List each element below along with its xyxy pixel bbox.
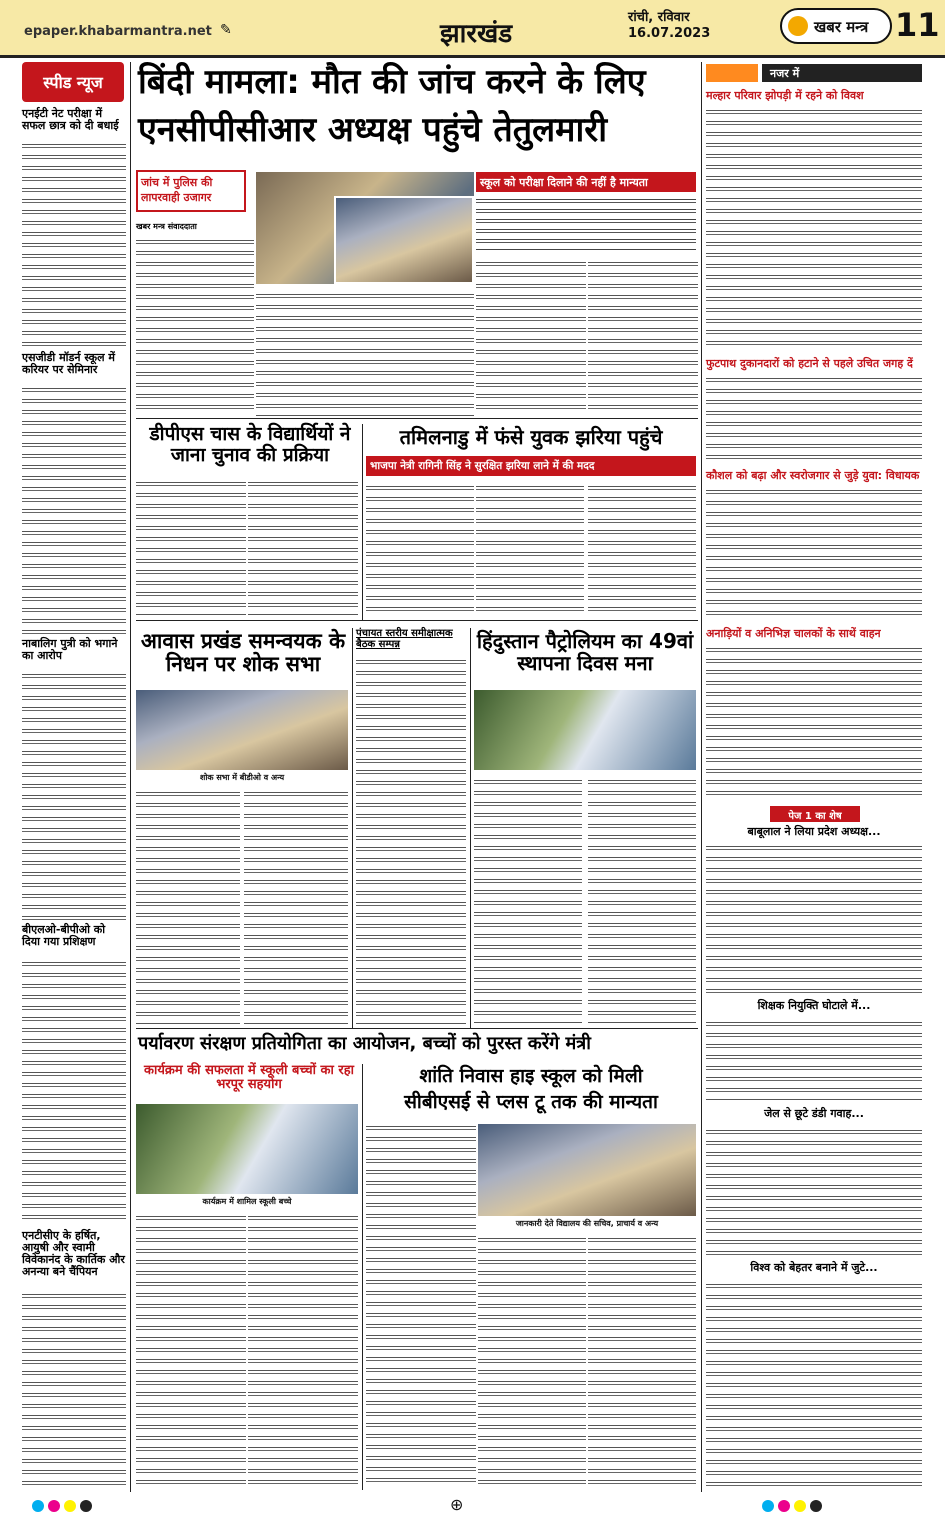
speed-item-3-body bbox=[22, 670, 126, 920]
awas-photo bbox=[136, 690, 348, 770]
lead-headline-1: बिंदी मामला: मौत की जांच करने के लिए bbox=[138, 62, 646, 102]
school-box bbox=[476, 196, 696, 252]
shanti-col-3 bbox=[588, 1234, 696, 1488]
env-col-1 bbox=[136, 1212, 246, 1488]
panch-headline: पंचायत स्तरीय समीक्षात्मक बैठक सम्पन्न bbox=[356, 628, 453, 650]
crosshair-icon: ⊕ bbox=[450, 1495, 464, 1514]
right-item-2-body bbox=[706, 374, 922, 466]
env-photo bbox=[136, 1104, 358, 1194]
lead-col-4 bbox=[476, 258, 586, 416]
speed-item-2-body bbox=[22, 384, 126, 636]
right-item-1-title: मल्हार परिवार झोपड़ी में रहने को विवश bbox=[706, 89, 864, 102]
env-caption: कार्यक्रम में शामिल स्कूली बच्चे bbox=[202, 1197, 292, 1206]
speed-item-5-body bbox=[22, 1290, 126, 1486]
epaper-url[interactable]: epaper.khabarmantra.net bbox=[24, 24, 212, 39]
tn-col-1 bbox=[366, 482, 474, 616]
lead-col-1 bbox=[136, 236, 254, 416]
remainder-2-body bbox=[706, 1018, 922, 1102]
speed-item-1-title: एनईटी नेट परीक्षा में सफल छात्र को दी बधाई bbox=[22, 107, 119, 133]
speed-news-badge: स्पीड न्यूज bbox=[22, 62, 124, 102]
dps-col-2 bbox=[248, 478, 358, 616]
section-title: झारखंड bbox=[440, 19, 513, 49]
lead-col-5 bbox=[588, 258, 698, 416]
page1-remainder-label: पेज 1 का शेष bbox=[770, 806, 860, 822]
speed-item-3-title: नाबालिग पुत्री को भगाने का आरोप bbox=[22, 637, 118, 663]
awas-col-2 bbox=[244, 788, 348, 1024]
hpcl-headline: हिंदुस्तान पैट्रोलियम का 49वां स्थापना दिवस मना bbox=[476, 629, 694, 675]
masthead-bar bbox=[0, 0, 945, 58]
right-item-1-body bbox=[706, 106, 922, 352]
right-item-4-title: अनाड़ियों व अनिभिज्ञ चालकों के साथें वाहन bbox=[706, 627, 881, 640]
awas-caption: शोक सभा में बीडीओ व अन्य bbox=[199, 773, 285, 782]
tn-col-2 bbox=[476, 482, 584, 616]
remainder-1-body bbox=[706, 842, 922, 994]
remainder-3-body bbox=[706, 1126, 922, 1256]
shanti-col-2 bbox=[478, 1234, 586, 1488]
print-registration-marks bbox=[0, 1493, 945, 1517]
page-number: 11 bbox=[895, 6, 940, 44]
lead-photo-2 bbox=[334, 196, 474, 284]
school-tag: स्कूल को परीक्षा दिलाने की नहीं है मान्यता bbox=[476, 172, 696, 192]
remainder-1-title: बाबूलाल ने लिया प्रदेश अध्यक्ष... bbox=[747, 825, 881, 838]
speed-item-4-title: बीएलओ-बीपीओ को दिया गया प्रशिक्षण bbox=[22, 923, 106, 949]
cursor-icon: ✎ bbox=[220, 22, 232, 38]
right-item-4-body bbox=[706, 644, 922, 798]
hpcl-photo bbox=[474, 690, 696, 770]
nazar-logo bbox=[706, 64, 758, 82]
right-item-3-title: कौशल को बढ़ा और स्वरोजगार से जुड़े युवा: विधायक bbox=[706, 469, 920, 482]
speed-item-4-body bbox=[22, 958, 126, 1226]
edition-date: रांची, रविवार 16.07.2023 bbox=[628, 10, 711, 41]
env-headline: पर्यावरण संरक्षण प्रतियोगिता का आयोजन, बच्चों को पुरस्त करेंगे मंत्री bbox=[138, 1033, 591, 1054]
lead-col-3 bbox=[366, 290, 474, 416]
nazar-tag: नजर में bbox=[762, 64, 922, 82]
brand-logo: खबर मन्त्र bbox=[780, 8, 892, 44]
tn-tag: भाजपा नेत्री रागिनी सिंह ने सुरक्षित झरिया लाने में की मदद bbox=[366, 456, 696, 476]
env-subhead: कार्यक्रम की सफलता में स्कूली बच्चों का रहा भरपूर सहयोग bbox=[144, 1063, 354, 1093]
dps-headline: डीपीएस चास के विद्यार्थियों ने जाना चुनाव की प्रक्रिया bbox=[149, 423, 351, 466]
lead-tag: जांच में पुलिस की लापरवाही उजागर bbox=[136, 170, 246, 212]
right-item-3-body bbox=[706, 486, 922, 620]
remainder-4-title: विश्व को बेहतर बनाने में जुटे... bbox=[750, 1261, 878, 1274]
hpcl-col-2 bbox=[588, 776, 696, 1024]
remainder-2-title: शिक्षक नियुक्ति घोटाले में... bbox=[757, 999, 871, 1012]
lead-byline: खबर मन्त्र संवाददाता bbox=[136, 222, 197, 231]
lead-headline-2: एनसीपीसीआर अध्यक्ष पहुंचे तेतुलमारी bbox=[138, 110, 608, 150]
speed-item-5-title: एनटीसीए के हर्षित, आयुषी और स्वामी विवेकानंद के कार्तिक और अनन्या बने चैंपियन bbox=[22, 1229, 125, 1279]
panch-col bbox=[356, 656, 466, 1024]
shanti-photo bbox=[478, 1124, 696, 1216]
logo-icon bbox=[788, 16, 808, 36]
hpcl-col-1 bbox=[474, 776, 582, 1024]
right-item-2-title: फुटपाथ दुकानदारों को हटाने से पहले उचित जगह दें bbox=[706, 357, 913, 370]
speed-item-2-title: एसजीडी मॉडर्न स्कूल में करियर पर सेमिनार bbox=[22, 351, 115, 377]
awas-headline: आवास प्रखंड समन्वयक के निधन पर शोक सभा bbox=[140, 629, 346, 677]
speed-item-1-body bbox=[22, 140, 126, 350]
remainder-4-body bbox=[706, 1280, 922, 1488]
shanti-headline-1: शांति निवास हाइ स्कूल को मिली bbox=[419, 1065, 643, 1087]
awas-col-1 bbox=[136, 788, 240, 1024]
dps-col-1 bbox=[136, 478, 246, 616]
env-col-2 bbox=[248, 1212, 358, 1488]
shanti-caption: जानकारी देते विद्यालय की सचिव, प्राचार्य व अन्य bbox=[515, 1219, 659, 1228]
shanti-col-1 bbox=[366, 1122, 476, 1488]
tn-headline: तमिलनाडु में फंसे युवक झरिया पहुंचे bbox=[399, 425, 663, 449]
remainder-3-title: जेल से छूटे डंडी गवाह... bbox=[764, 1107, 864, 1120]
shanti-headline-2: सीबीएसई से प्लस टू तक की मान्यता bbox=[404, 1091, 658, 1113]
lead-col-2 bbox=[256, 290, 366, 416]
tn-col-3 bbox=[588, 482, 696, 616]
